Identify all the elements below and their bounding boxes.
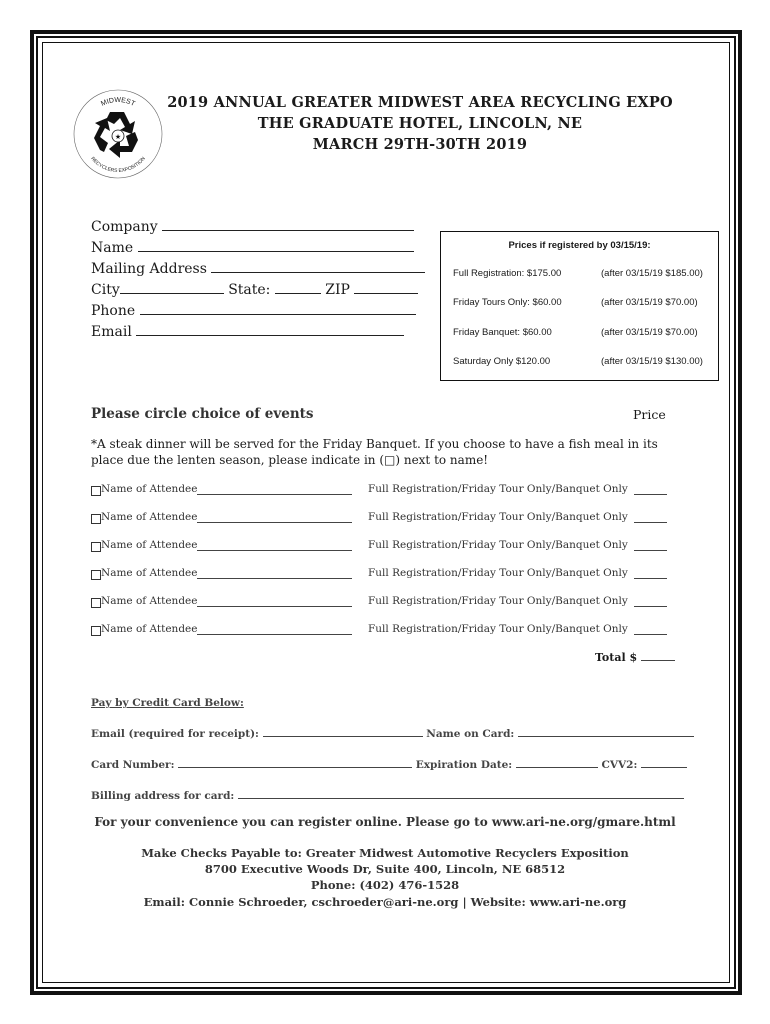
credit-card-heading: Pay by Credit Card Below: <box>91 697 244 709</box>
billing-label: Billing address for card: <box>91 790 235 802</box>
cvv-line[interactable] <box>641 758 687 768</box>
total-field[interactable] <box>595 651 675 664</box>
billing-line[interactable] <box>238 789 684 799</box>
email-field[interactable] <box>91 323 404 340</box>
total-label: Total $ <box>595 651 638 664</box>
contact-email-website: Email: Connie Schroeder, cschroeder@ari-ne.org | Website: www.ari-ne.org <box>143 895 627 909</box>
phone-field[interactable] <box>91 302 416 319</box>
attendee-label: Name of Attendee <box>101 567 198 579</box>
attendee-row[interactable] <box>91 511 671 527</box>
svg-text:★: ★ <box>114 133 122 141</box>
online-registration-note: For your convenience you can register online. Please go to www.ari-ne.org/gmare.html <box>94 815 676 829</box>
price-row <box>453 297 710 311</box>
event-options[interactable]: Full Registration/Friday Tour Only/Banquet Only <box>368 539 628 551</box>
event-options[interactable]: Full Registration/Friday Tour Only/Banquet Only <box>368 511 628 523</box>
card-number-line[interactable] <box>178 758 412 768</box>
state-line[interactable] <box>275 281 321 294</box>
receipt-email-label: Email (required for receipt): <box>91 728 259 740</box>
zip-line[interactable] <box>354 281 418 294</box>
attendee-label: Name of Attendee <box>101 483 198 495</box>
attendee-name-line[interactable] <box>197 550 352 551</box>
attendee-row[interactable] <box>91 567 671 583</box>
late-price: (after 03/15/19 $185.00) <box>601 268 703 279</box>
venue-title: THE GRADUATE HOTEL, LINCOLN, NE <box>257 115 583 132</box>
card-number-label: Card Number: <box>91 759 175 771</box>
event-options[interactable]: Full Registration/Friday Tour Only/Banquet Only <box>368 567 628 579</box>
events-heading: Please circle choice of events <box>91 406 314 422</box>
attendee-name-line[interactable] <box>197 606 352 607</box>
expiration-line[interactable] <box>516 758 598 768</box>
fish-meal-checkbox[interactable] <box>91 486 101 496</box>
attendee-price-line[interactable] <box>634 494 667 495</box>
attendee-name-line[interactable] <box>197 634 352 635</box>
price-label: Friday Tours Only: $60.00 <box>453 297 562 308</box>
attendee-name-line[interactable] <box>197 522 352 523</box>
fish-meal-checkbox[interactable] <box>91 542 101 552</box>
attendee-price-line[interactable] <box>634 522 667 523</box>
attendee-price-line[interactable] <box>634 550 667 551</box>
svg-text:MIDWEST <box>100 97 137 108</box>
zip-label: ZIP <box>325 282 350 298</box>
name-on-card-line[interactable] <box>518 727 694 737</box>
phone-label: Phone <box>91 303 136 319</box>
attendee-row[interactable] <box>91 483 671 499</box>
late-price: (after 03/15/19 $70.00) <box>601 327 698 338</box>
cvv-label: CVV2: <box>601 759 638 771</box>
attendee-label: Name of Attendee <box>101 511 198 523</box>
city-line[interactable] <box>120 281 224 294</box>
logo-top-text: MIDWEST <box>100 96 137 108</box>
state-label: State: <box>228 282 271 298</box>
name-line[interactable] <box>138 239 414 252</box>
banquet-note: *A steak dinner will be served for the Friday Banquet. If you choose to have a fish meal in its place due the lenten season, please indicate in (□) next to name! <box>91 437 658 467</box>
receipt-email-row[interactable] <box>91 727 694 740</box>
fish-meal-checkbox[interactable] <box>91 570 101 580</box>
city-label: City <box>91 282 120 298</box>
logo-bottom-text: RECYCLERS EXPOSITION <box>89 155 147 175</box>
svg-text:RECYCLERS EXPOSITION <box>89 156 147 174</box>
price-label: Full Registration: $175.00 <box>453 268 562 279</box>
price-box <box>440 231 719 381</box>
date-title: MARCH 29TH-30TH 2019 <box>312 136 528 153</box>
billing-address-row[interactable] <box>91 789 684 802</box>
company-label: Company <box>91 219 158 235</box>
attendee-name-line[interactable] <box>197 578 352 579</box>
fish-meal-checkbox[interactable] <box>91 514 101 524</box>
total-line[interactable] <box>641 651 675 661</box>
attendee-price-line[interactable] <box>634 634 667 635</box>
price-label: Friday Banquet: $60.00 <box>453 327 552 338</box>
attendee-row[interactable] <box>91 623 671 639</box>
price-row <box>453 327 710 341</box>
mailing-address: 8700 Executive Woods Dr, Suite 400, Lincoln, NE 68512 <box>204 862 566 876</box>
name-field[interactable] <box>91 239 414 256</box>
late-price: (after 03/15/19 $70.00) <box>601 297 698 308</box>
late-price: (after 03/15/19 $130.00) <box>601 356 703 367</box>
attendee-price-line[interactable] <box>634 578 667 579</box>
city-state-zip-field[interactable] <box>91 281 418 298</box>
receipt-email-line[interactable] <box>263 727 423 737</box>
name-label: Name <box>91 240 134 256</box>
price-box-header: Prices if registered by 03/15/19: <box>508 240 651 251</box>
attendee-label: Name of Attendee <box>101 623 198 635</box>
price-label: Saturday Only $120.00 <box>453 356 551 367</box>
event-options[interactable]: Full Registration/Friday Tour Only/Banquet Only <box>368 595 628 607</box>
mailing-address-field[interactable] <box>91 260 425 277</box>
contact-phone: Phone: (402) 476-1528 <box>310 878 460 892</box>
company-line[interactable] <box>162 218 414 231</box>
price-row <box>453 356 710 370</box>
price-column-label: Price <box>633 407 666 422</box>
mailing-line[interactable] <box>211 260 425 273</box>
email-label: Email <box>91 324 132 340</box>
attendee-row[interactable] <box>91 595 671 611</box>
event-options[interactable]: Full Registration/Friday Tour Only/Banquet Only <box>368 623 628 635</box>
page-title: 2019 ANNUAL GREATER MIDWEST AREA RECYCLING EXPO <box>167 94 673 111</box>
checks-payable: Make Checks Payable to: Greater Midwest Automotive Recyclers Exposition <box>141 846 629 860</box>
fish-meal-checkbox[interactable] <box>91 598 101 608</box>
attendee-label: Name of Attendee <box>101 539 198 551</box>
company-field[interactable] <box>91 218 414 235</box>
price-row <box>453 268 710 282</box>
card-number-row[interactable] <box>91 758 687 771</box>
phone-line[interactable] <box>140 302 416 315</box>
mailing-label: Mailing Address <box>91 261 207 277</box>
attendee-label: Name of Attendee <box>101 595 198 607</box>
attendee-name-line[interactable] <box>197 494 352 495</box>
email-line[interactable] <box>136 323 404 336</box>
expiration-label: Expiration Date: <box>415 759 513 771</box>
fish-meal-checkbox[interactable] <box>91 626 101 636</box>
event-options[interactable]: Full Registration/Friday Tour Only/Banquet Only <box>368 483 628 495</box>
attendee-row[interactable] <box>91 539 671 555</box>
attendee-price-line[interactable] <box>634 606 667 607</box>
name-on-card-label: Name on Card: <box>426 728 515 740</box>
